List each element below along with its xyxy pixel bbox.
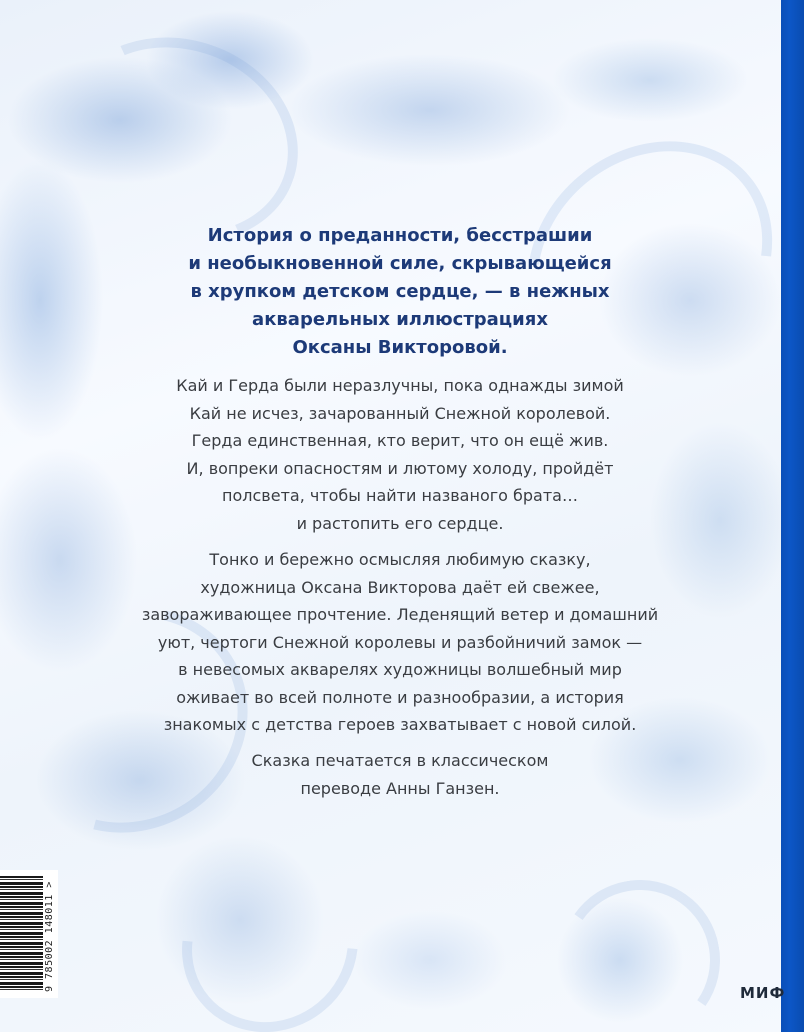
watercolor-swirl — [146, 822, 393, 1032]
paragraph-line: переводе Анны Ганзен. — [300, 778, 500, 798]
translation-note — [100, 747, 700, 802]
lead-line: акварельных иллюстрациях — [252, 309, 548, 330]
paragraph-line: И, вопреки опасностям и лютому холоду, пройдёт — [186, 458, 614, 478]
watercolor-swirl — [547, 867, 732, 1032]
paragraph-line: в невесомых акварелях художницы волшебный мир — [178, 660, 622, 679]
paragraph-line: завораживающее прочтение. Леденящий ветер и домашний — [141, 605, 659, 624]
synopsis-paragraph — [100, 372, 700, 537]
paragraph-line: оживает во всей полноте и разнообразии, а история — [176, 687, 624, 707]
paragraph-line: знакомых с детства героев захватывает с новой силой. — [163, 715, 637, 734]
paragraph-line: уют, чертоги Снежной королевы и разбойничий замок — — [157, 632, 643, 652]
paragraph-line: художница Оксана Викторова даёт ей свежее, — [200, 577, 600, 597]
paragraph-line: Кай и Герда были неразлучны, пока однажды зимой — [176, 376, 624, 395]
paragraph-line: Сказка печатается в классическом — [251, 751, 549, 770]
lead-line: Оксаны Викторовой. — [292, 337, 508, 358]
lead-blurb — [100, 222, 700, 362]
lead-line: в хрупком детском сердце, — в нежных — [190, 281, 610, 302]
paragraph-line: полсвета, чтобы найти названого брата… — [222, 486, 578, 505]
isbn-barcode — [0, 870, 58, 998]
paragraph-line: Тонко и бережно осмысляя любимую сказку, — [209, 550, 591, 569]
publisher-logo: МИФ — [740, 984, 786, 1002]
lead-line: и необыкновенной силе, скрывающейся — [188, 253, 612, 274]
barcode-bars — [0, 876, 43, 992]
paragraph-line: и растопить его сердце. — [296, 513, 504, 533]
paragraph-line: Герда единственная, кто верит, что он ещё жив. — [191, 431, 609, 450]
barcode-digits: 9 785002 148011 > — [44, 881, 55, 992]
paragraph-line: Кай не исчез, зачарованный Снежной королевой. — [189, 403, 611, 423]
illustrator-paragraph — [100, 546, 700, 739]
lead-line: История о преданности, бесстрашии — [207, 225, 593, 246]
blue-spine-strip — [781, 0, 804, 1032]
